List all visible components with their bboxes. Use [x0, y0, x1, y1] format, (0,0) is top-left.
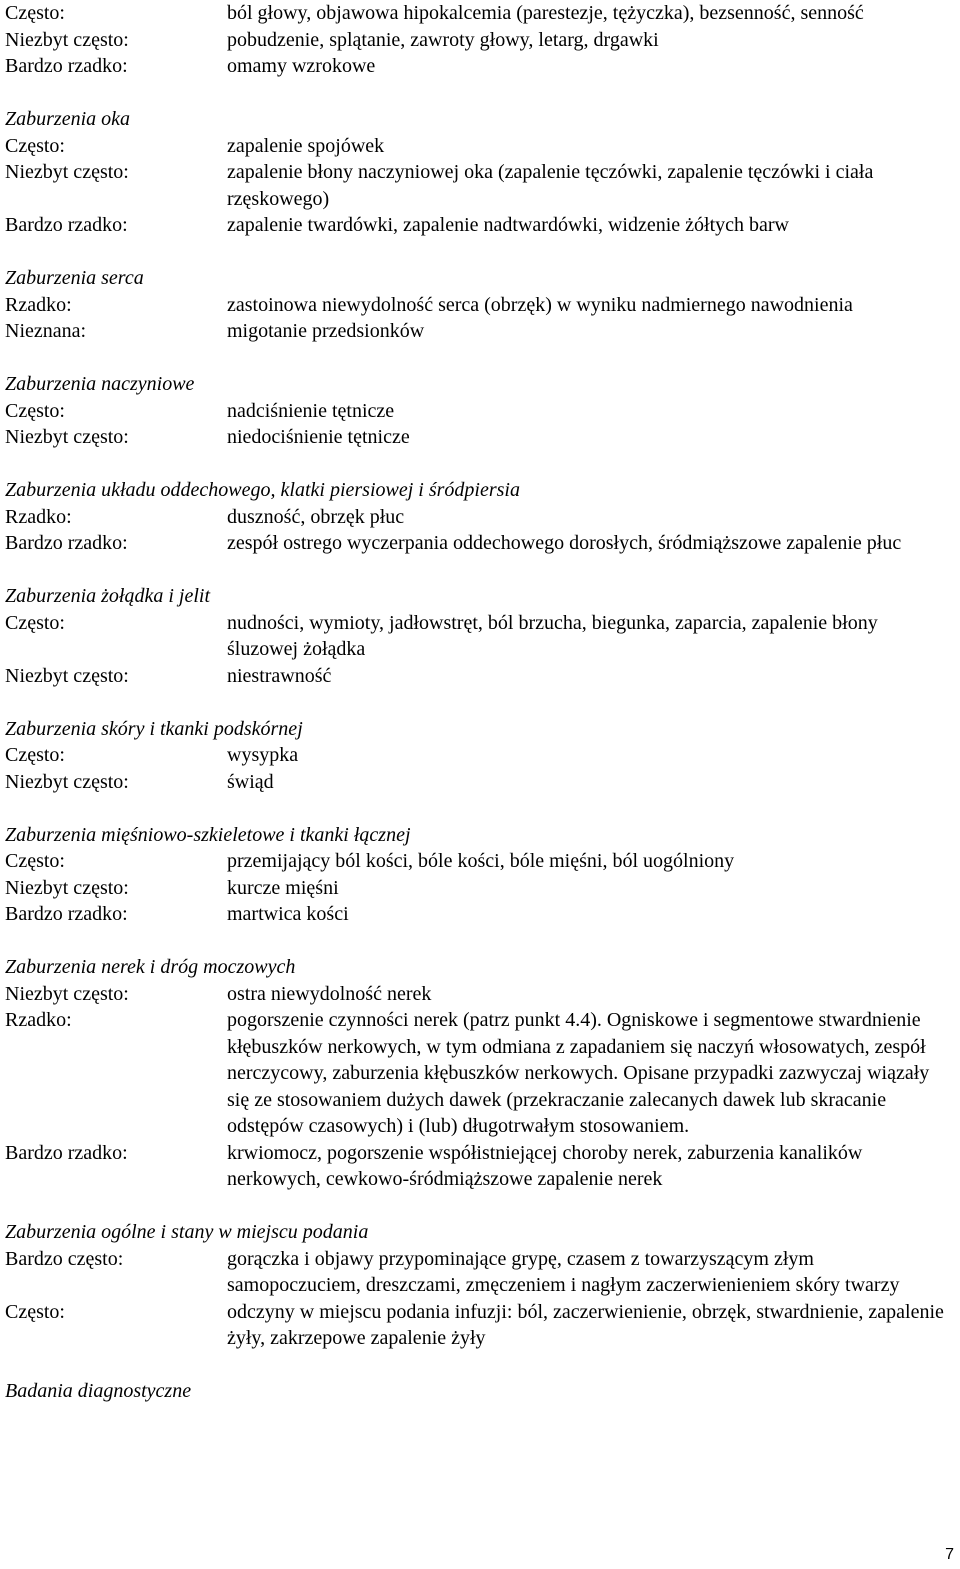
- frequency-label: Często:: [5, 744, 65, 766]
- section-investigations: [5, 1378, 950, 1405]
- section-nervous-system-continued: [5, 0, 950, 80]
- frequency-row: [5, 0, 950, 27]
- frequency-row: [5, 742, 950, 769]
- frequency-label: Bardzo rzadko:: [5, 55, 128, 77]
- frequency-row: [5, 1299, 950, 1352]
- frequency-row: [5, 53, 950, 80]
- reaction-text: ostra niewydolność nerek: [227, 982, 432, 1005]
- reaction-text: pobudzenie, splątanie, zawroty głowy, letarg, drgawki: [227, 28, 659, 51]
- frequency-row: [5, 27, 950, 54]
- reaction-text: zespół ostrego wyczerpania oddechowego dorosłych, śródmiąższowe zapalenie płuc: [227, 532, 902, 554]
- frequency-label: Niezbyt często:: [5, 426, 129, 448]
- reaction-text: zapalenie błony naczyniowej oka (zapalenie tęczówki, zapalenie tęczówki i ciała rzęskowego): [227, 161, 874, 210]
- frequency-row: [5, 212, 950, 239]
- section-gastrointestinal-disorders: [5, 583, 950, 689]
- section-heading: Zaburzenia oka: [5, 108, 130, 130]
- frequency-row: [5, 318, 950, 345]
- frequency-label: Rzadko:: [5, 293, 72, 316]
- section-heading: Zaburzenia mięśniowo-szkieletowe i tkanki łącznej: [5, 823, 411, 846]
- reaction-text: zastoinowa niewydolność serca (obrzęk) w wyniku nadmiernego nawodnienia: [227, 293, 853, 316]
- frequency-row: [5, 292, 950, 319]
- frequency-row: [5, 504, 950, 531]
- frequency-row: [5, 530, 950, 557]
- section-heading: Zaburzenia serca: [5, 267, 144, 289]
- section-heading: Zaburzenia żołądka i jelit: [5, 585, 210, 607]
- frequency-row: [5, 901, 950, 928]
- reaction-text: wysypka: [227, 744, 299, 766]
- frequency-label: Niezbyt często:: [5, 876, 129, 899]
- section-heading: Zaburzenia nerek i dróg moczowych: [5, 956, 296, 978]
- frequency-row: [5, 1140, 950, 1193]
- frequency-row: [5, 875, 950, 902]
- frequency-row: [5, 424, 950, 451]
- frequency-label: Niezbyt często:: [5, 664, 129, 687]
- page-number: 7: [945, 1546, 954, 1563]
- reaction-text: pogorszenie czynności nerek (patrz punkt 4.4). Ogniskowe i segmentowe stwardnienie kłębuszków nerkowych, w tym odmiana z zapadaniem się naczyń włosowatych, zespół nerczycowy, zaburzenia kłębuszków nerkowych. Opisane przypadki zazwyczaj wiązały się ze stosowaniem dużych dawek (przekraczanie zalecanych dawek lub skracanie odstępów czasowych) i (lub) długotrwałym stosowaniem.: [227, 1009, 930, 1137]
- frequency-label: Niezbyt często:: [5, 161, 129, 183]
- reaction-text: ból głowy, objawowa hipokalcemia (parestezje, tężyczka), bezsenność, senność: [227, 2, 864, 24]
- section-heading: Zaburzenia układu oddechowego, klatki piersiowej i śródpiersia: [5, 479, 520, 501]
- frequency-row: [5, 1007, 950, 1140]
- section-respiratory-disorders: [5, 477, 950, 557]
- frequency-row: [5, 610, 950, 663]
- frequency-label: Nieznana:: [5, 320, 87, 342]
- reaction-text: świąd: [227, 770, 274, 793]
- section-heading: Zaburzenia ogólne i stany w miejscu podania: [5, 1221, 369, 1243]
- reaction-text: nadciśnienie tętnicze: [227, 399, 395, 422]
- frequency-label: Często:: [5, 134, 65, 157]
- frequency-label: Często:: [5, 611, 65, 634]
- frequency-row: [5, 848, 950, 875]
- frequency-label: Bardzo rzadko:: [5, 214, 128, 236]
- frequency-label: Często:: [5, 850, 65, 872]
- section-cardiac-disorders: [5, 265, 950, 345]
- frequency-label: Bardzo często:: [5, 1247, 124, 1270]
- section-renal-disorders: [5, 954, 950, 1193]
- frequency-label: Niezbyt często:: [5, 770, 129, 793]
- frequency-row: [5, 663, 950, 690]
- reaction-text: zapalenie twardówki, zapalenie nadtwardówki, widzenie żółtych barw: [227, 214, 789, 236]
- frequency-label: Bardzo rzadko:: [5, 903, 128, 925]
- reaction-text: nudności, wymioty, jadłowstręt, ból brzucha, biegunka, zaparcia, zapalenie błony śluzowej żołądka: [227, 611, 878, 660]
- frequency-label: Często:: [5, 399, 65, 422]
- reaction-text: krwiomocz, pogorszenie współistniejącej choroby nerek, zaburzenia kanalików nerkowych, cewkowo-śródmiąższowe zapalenie nerek: [227, 1141, 863, 1190]
- frequency-label: Często:: [5, 2, 65, 24]
- frequency-label: Rzadko:: [5, 505, 72, 528]
- frequency-label: Niezbyt często:: [5, 982, 129, 1005]
- reaction-text: przemijający ból kości, bóle kości, bóle mięśni, ból uogólniony: [227, 850, 735, 872]
- reaction-text: kurcze mięśni: [227, 876, 339, 899]
- section-heading: Zaburzenia naczyniowe: [5, 373, 195, 395]
- section-heading: Zaburzenia skóry i tkanki podskórnej: [5, 717, 303, 740]
- frequency-label: Często:: [5, 1300, 65, 1323]
- section-general-disorders: [5, 1219, 950, 1352]
- frequency-row: [5, 769, 950, 796]
- section-skin-disorders: [5, 716, 950, 796]
- reaction-text: migotanie przedsionków: [227, 320, 425, 342]
- section-musculoskeletal-disorders: [5, 822, 950, 928]
- reaction-text: niedociśnienie tętnicze: [227, 426, 410, 448]
- frequency-row: [5, 159, 950, 212]
- reaction-text: omamy wzrokowe: [227, 55, 376, 77]
- reaction-text: martwica kości: [227, 903, 349, 925]
- section-vascular-disorders: [5, 371, 950, 451]
- document-page: [5, 0, 950, 1405]
- section-eye-disorders: [5, 106, 950, 239]
- reaction-text: odczyny w miejscu podania infuzji: ból, zaczerwienienie, obrzęk, stwardnienie, zapalenie żyły, zakrzepowe zapalenie żyły: [227, 1300, 944, 1349]
- frequency-row: [5, 1246, 950, 1299]
- frequency-label: Bardzo rzadko:: [5, 532, 128, 554]
- frequency-row: [5, 133, 950, 160]
- reaction-text: niestrawność: [227, 664, 332, 687]
- frequency-label: Bardzo rzadko:: [5, 1141, 128, 1164]
- reaction-text: gorączka i objawy przypominające grypę, czasem z towarzyszącym złym samopoczuciem, dreszczami, zmęczeniem i nagłym zaczerwienieniem skóry twarzy: [227, 1247, 900, 1296]
- frequency-row: [5, 398, 950, 425]
- frequency-label: Rzadko:: [5, 1009, 72, 1031]
- reaction-text: zapalenie spojówek: [227, 134, 385, 157]
- reaction-text: duszność, obrzęk płuc: [227, 505, 405, 528]
- section-heading: Badania diagnostyczne: [5, 1380, 192, 1402]
- frequency-label: Niezbyt często:: [5, 28, 129, 51]
- frequency-row: [5, 981, 950, 1008]
